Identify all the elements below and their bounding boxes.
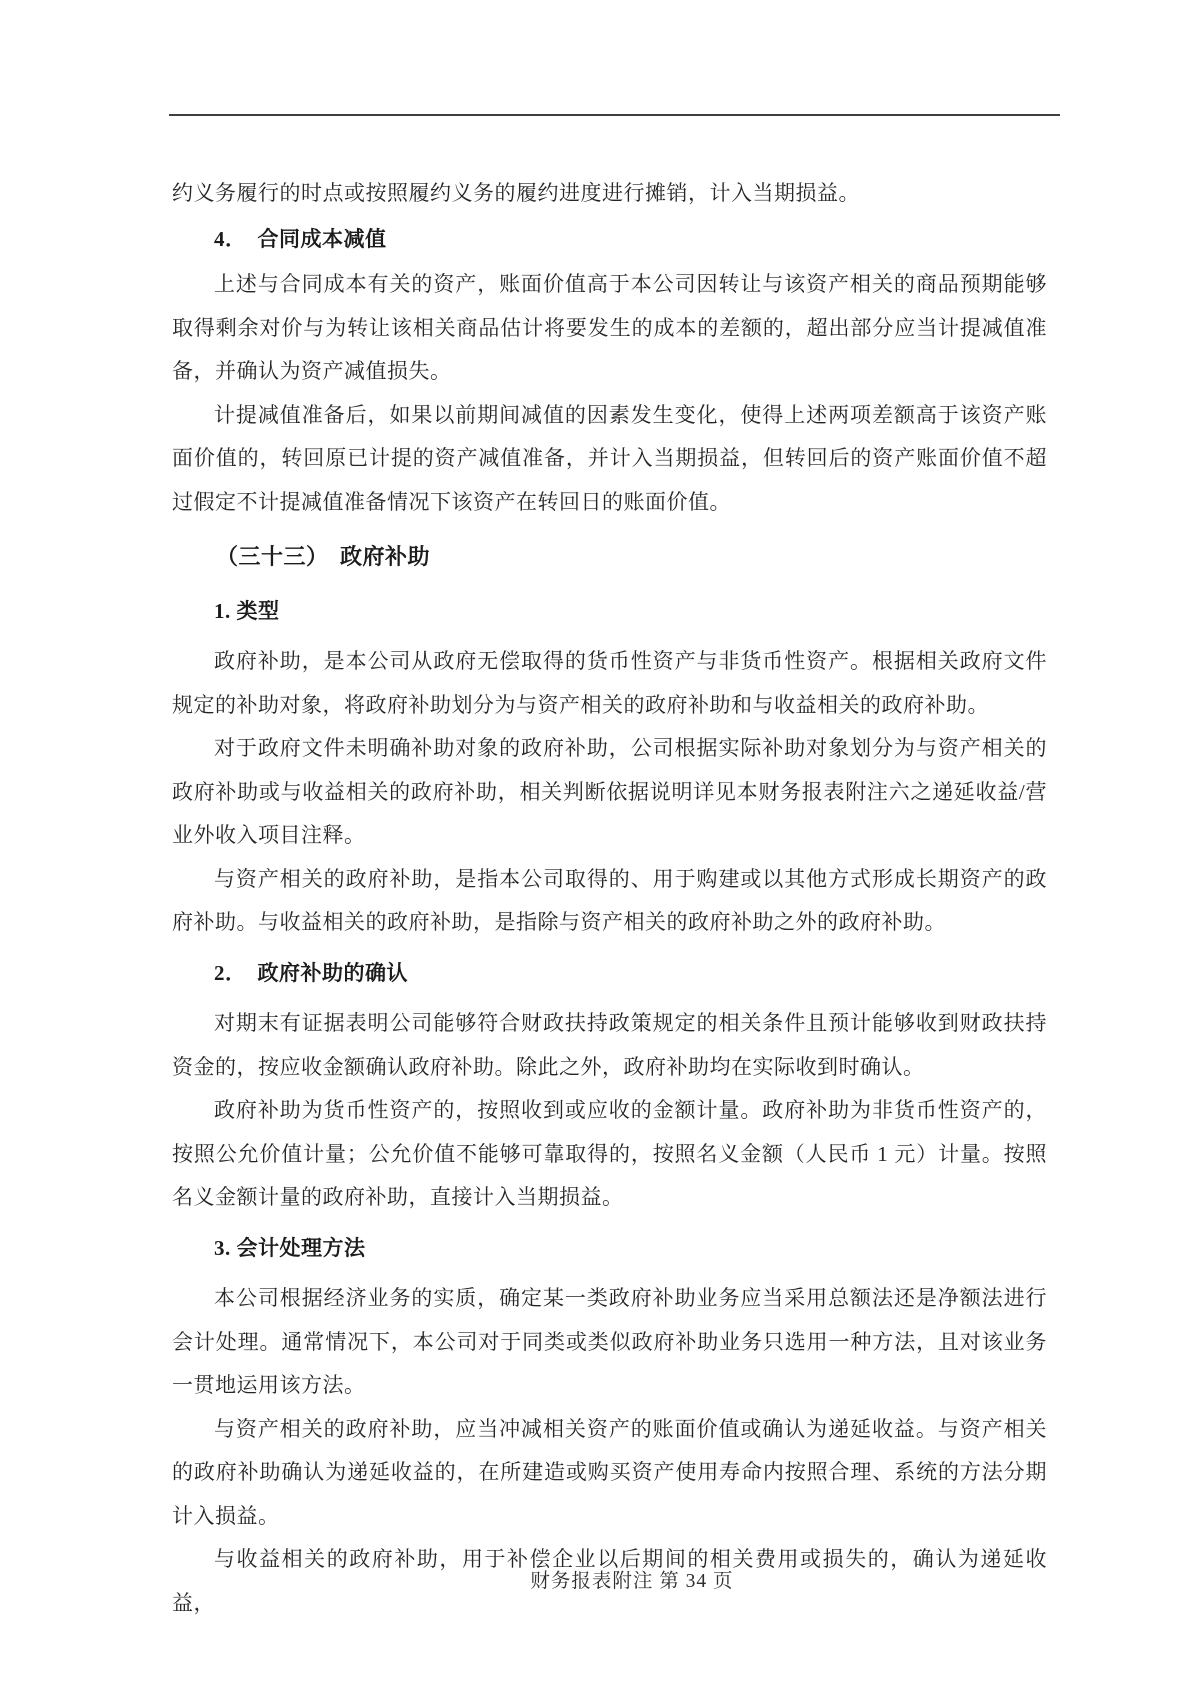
paragraph-amortization-continued: 约义务履行的时点或按照履约义务的履约进度进行摊销，计入当期损益。	[172, 181, 860, 205]
paragraph-grant-measurement: 政府补助为货币性资产的，按照收到或应收的金额计量。政府补助为非货币性资产的，按照公允价值计量；公允价值不能够可靠取得的，按照名义金额（人民币 1 元）计量。按照名义金额计量的政府补助，直接计入当期损益。	[172, 1098, 1047, 1209]
document-body	[172, 172, 1047, 1625]
paragraph-income-grant-treatment: 与收益相关的政府补助，用于补偿企业以后期间的相关费用或损失的，确认为递延收益，	[172, 1547, 1047, 1615]
heading-government-grants: （三十三） 政府补助	[216, 544, 431, 569]
paragraph-grant-definition: 政府补助，是本公司从政府无偿取得的货币性资产与非货币性资产。根据相关政府文件规定的补助对象，将政府补助划分为与资产相关的政府补助和与收益相关的政府补助。	[172, 649, 1047, 717]
paragraph-grant-classification: 对于政府文件未明确补助对象的政府补助，公司根据实际补助对象划分为与资产相关的政府补助或与收益相关的政府补助，相关判断依据说明详见本财务报表附注六之递延收益/营业外收入项目注释。	[172, 736, 1047, 847]
paragraph-asset-related-grants: 与资产相关的政府补助，是指本公司取得的、用于购建或以其他方式形成长期资产的政府补助。与收益相关的政府补助，是指除与资产相关的政府补助之外的政府补助。	[172, 866, 1047, 934]
heading-grant-recognition: 2． 政府补助的确认	[214, 960, 408, 985]
paragraph-gross-net-method: 本公司根据经济业务的实质，确定某一类政府补助业务应当采用总额法还是净额法进行会计处理。通常情况下，本公司对于同类或类似政府补助业务只选用一种方法，且对该业务一贯地运用该方法。	[172, 1286, 1047, 1397]
paragraph-asset-grant-treatment: 与资产相关的政府补助，应当冲减相关资产的账面价值或确认为递延收益。与资产相关的政府补助确认为递延收益的，在所建造或购买资产使用寿命内按照合理、系统的方法分期计入损益。	[172, 1416, 1047, 1528]
heading-accounting-treatment: 3. 会计处理方法	[214, 1235, 366, 1260]
heading-contract-cost-impairment: 4． 合同成本减值	[214, 226, 387, 251]
paragraph-impairment-reversal: 计提减值准备后，如果以前期间减值的因素发生变化，使得上述两项差额高于该资产账面价值的，转回原已计提的资产减值准备，并计入当期损益，但转回后的资产账面价值不超过假定不计提减值准备情况下该资产在转回日的账面价值。	[172, 402, 1047, 514]
heading-grant-types: 1. 类型	[214, 598, 280, 623]
header-rule-divider	[169, 114, 1060, 116]
paragraph-impairment-provision: 上述与合同成本有关的资产，账面价值高于本公司因转让与该资产相关的商品预期能够取得剩余对价与为转让该相关商品估计将要发生的成本的差额的，超出部分应当计提减值准备，并确认为资产减值损失。	[172, 272, 1047, 383]
paragraph-grant-recognition-criteria: 对期末有证据表明公司能够符合财政扶持政策规定的相关条件且预计能够收到财政扶持资金的，按应收金额确认政府补助。除此之外，政府补助均在实际收到时确认。	[172, 1011, 1047, 1079]
page-footer: 财务报表附注 第 34 页	[530, 1571, 734, 1592]
